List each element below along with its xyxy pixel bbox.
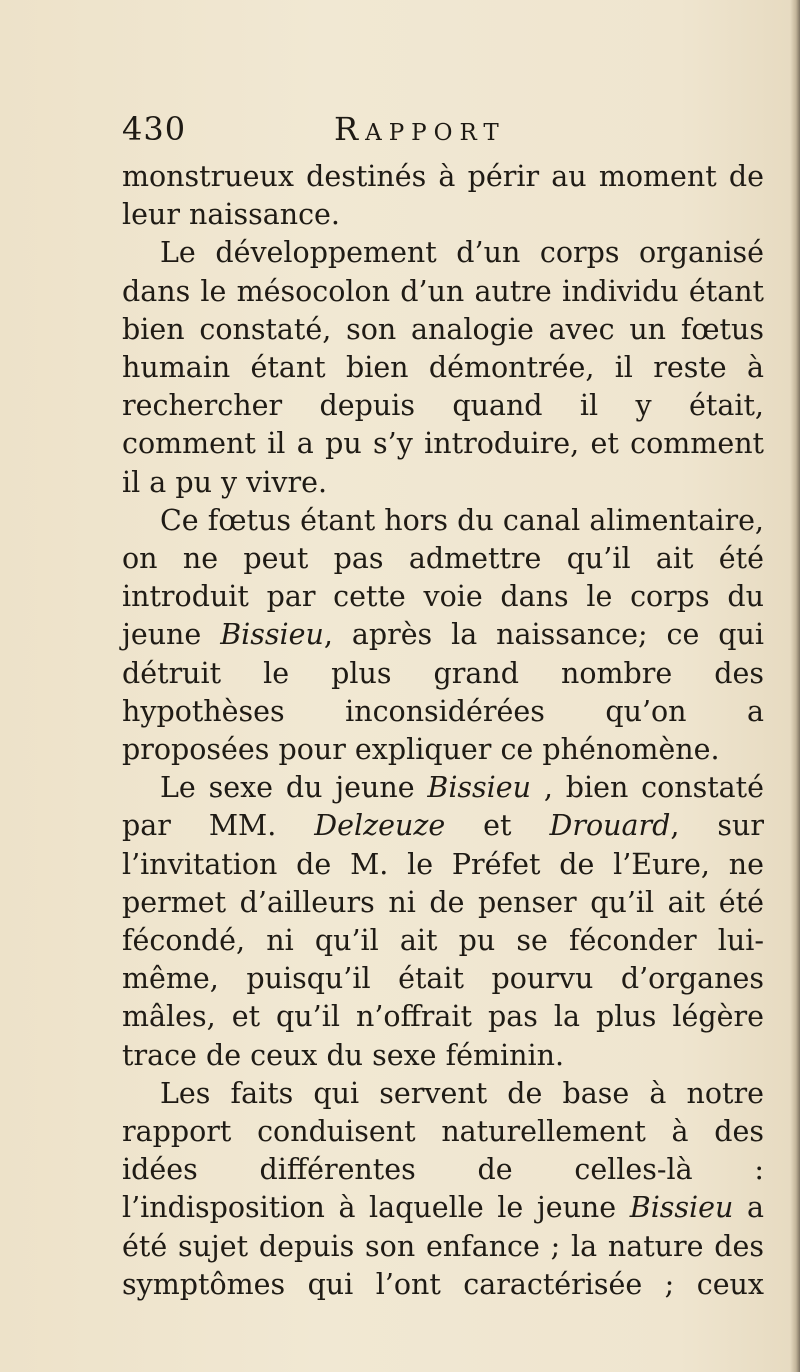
paragraph-text: , après la naissance; ce qui détruit le plus grand nombre des hypothèses inconsidérées qu’on a proposées pour expliquer ce phénomène.: [122, 618, 764, 767]
paragraph-text: , bien constaté par MM.: [122, 771, 764, 843]
running-head-rest: APPORT: [365, 120, 506, 146]
paragraph-text: et: [445, 809, 550, 843]
paragraph-text: Le sexe du jeune: [160, 771, 428, 805]
page-number: 430: [122, 110, 187, 148]
paragraph-text: monstrueux destinés à périr au moment de leur naissance.: [122, 160, 764, 232]
paragraph-text: Le développement d’un corps organisé dans le mésocolon d’un autre individu étant bien constaté, son analogie avec un fœtus humain étant bien démontrée, il reste à rechercher depuis quand il y était, comment il a pu s’y introduire, et comment il a pu y vivre.: [122, 236, 764, 499]
italic-name: Bissieu: [427, 771, 532, 805]
italic-name: Delzeuze: [314, 809, 446, 843]
paragraph-continued: [122, 158, 764, 234]
paragraph-foetus-location: [122, 502, 764, 769]
running-head: [334, 110, 506, 148]
page-edge-shadow: [790, 0, 800, 1372]
paragraph-development: [122, 234, 764, 501]
paragraph-text: Les faits qui servent de base à notre rapport conduisent naturellement à des idées différentes de celles-là : l’indisposition à laquelle le jeune: [122, 1076, 764, 1225]
paragraph-facts: [122, 1075, 764, 1304]
paragraph-text: , sur l’invitation de M. le Préfet de l’Eure, ne permet d’ailleurs ni de penser qu’il ait été fécondé, ni qu’il ait pu se féconder lui-même, puisqu’il était pourvu d’organes mâles, et qu’il n’offrait pas la plus légère trace de ceux du sexe féminin.: [122, 809, 764, 1072]
body-text: [122, 158, 764, 1304]
italic-name: Bissieu: [220, 618, 324, 652]
italic-name: Drouard: [549, 809, 671, 843]
paragraph-sex: [122, 769, 764, 1075]
paragraph-text: a été sujet depuis son enfance ; la nature des symptômes qui l’ont caractérisée ; ceux: [122, 1191, 764, 1301]
italic-name: Bissieu: [629, 1191, 734, 1225]
paragraph-text: Ce fœtus étant hors du canal alimentaire, on ne peut pas admettre qu’il ait été introduit par cette voie dans le corps du jeune: [122, 503, 764, 652]
running-head-initial: R: [334, 110, 366, 148]
page-header: [122, 110, 762, 154]
